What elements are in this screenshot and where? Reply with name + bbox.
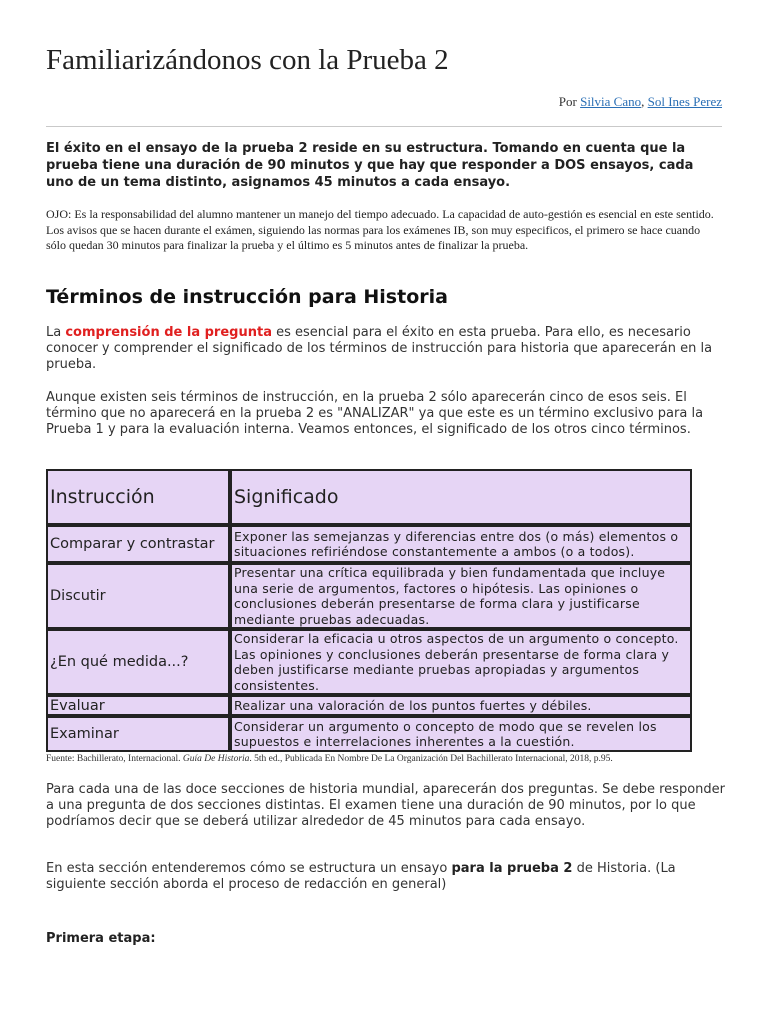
term-cell: Examinar [46,716,230,752]
table-header-instruccion: Instrucción [46,469,230,525]
author-link-sol-ines-perez[interactable]: Sol Ines Perez [647,94,722,109]
table-row [46,695,692,716]
p1-after: es esencial para el éxito en esta prueba. Para ello, es necesario conocer y comprender el significado de los términos de instrucción para historia que aparecerán en la prueba. [46,325,713,372]
definition-cell: Considerar la eficacia u otros aspectos de un argumento o concepto. Las opiniones y conclusiones deberán presentarse de forma clara y deben justificarse mediante pruebas apropiadas y argumentos consistentes. [230,629,692,695]
table-row [46,629,692,695]
p1-before: La [46,325,66,340]
table-row [46,525,692,563]
header-divider [46,126,722,127]
byline [559,94,722,110]
section-heading-terms: Términos de instrucción para Historia [46,286,448,308]
definition-cell: Realizar una valoración de los puntos fuertes y débiles. [230,695,692,716]
intro-paragraph: El éxito en el ensayo de la prueba 2 reside en su estructura. Tomando en cuenta que la prueba tiene una duración de 90 minutos y que hay que responder a DOS ensayos, cada uno de un tema distinto, asignamos 45 minutos a cada ensayo. [46,141,694,190]
source-title: Guía De Historia [182,754,250,764]
term-cell: Evaluar [46,695,230,716]
instruction-terms-table [46,469,692,752]
source-after: . 5th ed., Publicada En Nombre De La Organización Del Bachillerato Internacional, 2018, p.95. [249,754,613,764]
table-source-citation [46,754,613,764]
paragraph-comprehension [46,325,726,373]
paragraph-sections: Para cada una de las doce secciones de historia mundial, aparecerán dos preguntas. Se debe responder a una pregunta de dos secciones distintas. El examen tiene una duración de 90 minutos, por lo que podríamos decir que se deberá utilizar alrededor de 45 minutos para cada ensayo. [46,782,725,829]
definition-cell: Considerar un argumento o concepto de modo que se revelen los supuestos e interrelaciones inherentes a la cuestión. [230,716,692,752]
p4-bold: para la prueba 2 [451,861,573,876]
definition-cell: Presentar una crítica equilibrada y bien fundamentada que incluye una serie de argumentos, factores o hipótesis. Las opiniones o conclusiones deberán presentarse de forma clara y justificarse mediante pruebas adecuadas. [230,563,692,629]
table-header-row [46,469,692,525]
section-heading-primera-etapa: Primera etapa: [46,931,156,946]
table-row [46,716,692,752]
source-before: Fuente: Bachillerato, Internacional. [46,754,183,764]
highlight-comprension: comprensión de la pregunta [65,325,272,340]
table-row [46,563,692,629]
term-cell: Comparar y contrastar [46,525,230,563]
byline-prefix: Por [558,94,577,109]
page-title: Familiarizándonos con la Prueba 2 [46,44,449,76]
definition-cell: Exponer las semejanzas y diferencias entre dos (o más) elementos o situaciones refiriéndose constantemente a ambos (o a todos). [230,525,692,563]
term-cell: Discutir [46,563,230,629]
ojo-note: OJO: Es la responsabilidad del alumno mantener un manejo del tiempo adecuado. La capacidad de auto-gestión es esencial en este sentido. Los avisos que se hacen durante el exámen, siguiendo las normas para los exámenes IB, son muy especificos, el primero se hace cuando sólo quedan 30 minutos para finalizar la prueba y el último es 5 minutos antes de finalizar la prueba. [46,207,714,252]
table-header-significado: Significado [230,469,692,525]
p4-before: En esta sección entenderemos cómo se estructura un ensayo [46,861,452,876]
term-cell: ¿En qué medida...? [46,629,230,695]
author-link-silvia-cano[interactable]: Silvia Cano [580,94,642,109]
byline-separator: , [641,94,648,109]
paragraph-structure [46,861,726,893]
p4-after: de Historia. (La siguiente sección aborda el proceso de redacción en general) [46,861,676,892]
paragraph-terms-count: Aunque existen seis términos de instrucción, en la prueba 2 sólo aparecerán cinco de esos seis. El término que no aparecerá en la prueba 2 es "ANALIZAR" ya que este es un término exclusivo para la Prueba 1 y para la evaluación interna. Veamos entonces, el significado de los otros cinco términos. [46,390,704,437]
